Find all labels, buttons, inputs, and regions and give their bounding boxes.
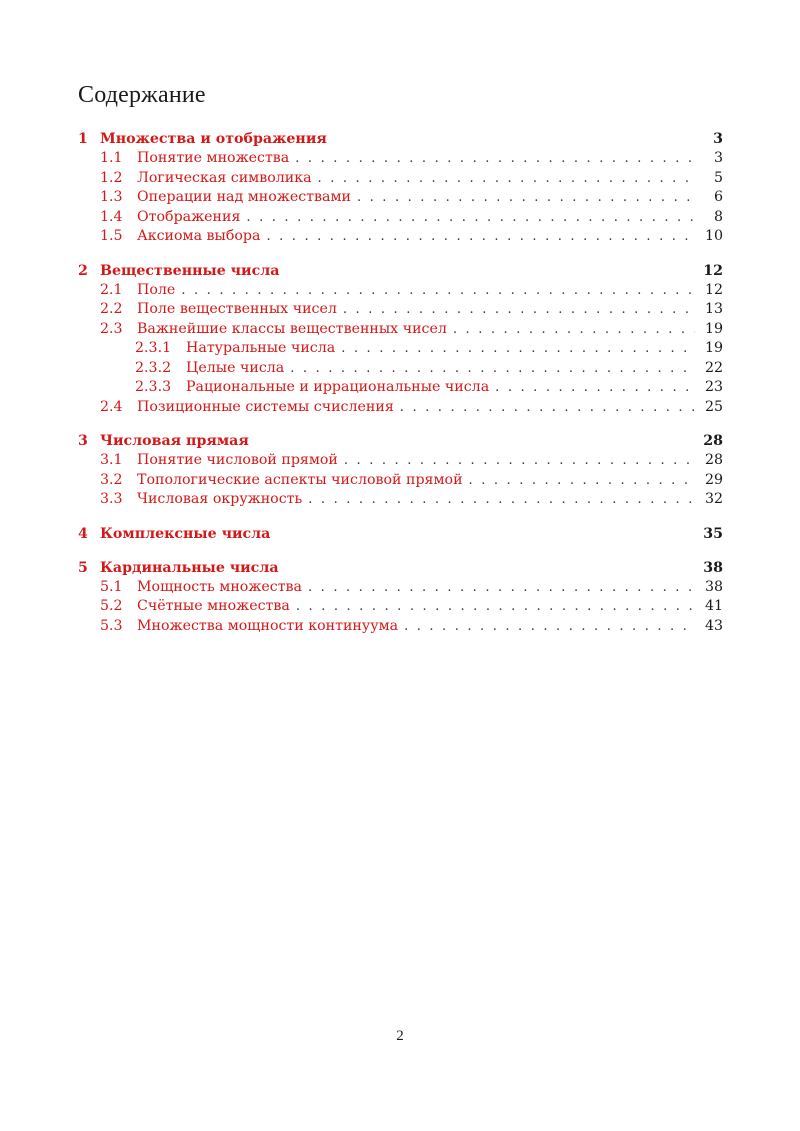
toc-entry-page: 38 [704,578,723,595]
toc-entry-label[interactable]: Целые числа [186,359,285,376]
dot-leader [295,149,695,169]
toc-section [78,129,723,247]
toc-entry-page: 3 [713,131,723,147]
toc-entry-page: 35 [703,525,723,542]
toc-entry-number: 1.1 [100,150,123,166]
toc-entry-page: 28 [703,433,723,449]
toc-entry-label[interactable]: Рациональные и иррациональные числа [186,379,490,395]
toc-entry-page: 3 [713,150,723,166]
toc-subsection-entry[interactable] [78,617,723,637]
toc-subsection-entry[interactable] [78,281,723,301]
page-number: 2 [396,1028,404,1044]
toc-entry-label[interactable]: Вещественные числа [100,262,280,279]
toc-entry-label[interactable]: Числовая прямая [100,433,249,449]
dot-leader [246,208,695,228]
toc-section-entry[interactable] [78,558,723,578]
toc-entry-number: 3.1 [100,452,123,468]
toc-entry-label[interactable]: Топологические аспекты числовой прямой [137,471,463,488]
dot-leader [308,578,695,598]
toc-entry-label[interactable]: Логическая символика [137,169,312,186]
toc-title: Содержание [78,82,206,108]
toc-entry-label[interactable]: Множества мощности континуума [137,617,399,634]
toc-entry-page: 5 [713,169,723,186]
dot-leader [404,617,695,637]
toc-entry-number: 2.4 [100,398,123,415]
dot-leader [357,188,695,208]
toc-entry-page: 38 [703,559,723,576]
toc-subsection-entry[interactable] [78,149,723,169]
dot-leader [453,320,695,340]
toc-entry-label[interactable]: Комплексные числа [100,525,271,542]
toc-entry-label[interactable]: Понятие множества [137,150,290,166]
toc-entry-label[interactable]: Операции над множествами [137,189,351,205]
toc-subsection-entry[interactable] [78,398,723,418]
toc-entry-page: 6 [713,189,723,205]
toc-entry-page: 19 [704,320,723,337]
toc-entry-label[interactable]: Кардинальные числа [100,559,279,576]
toc-entry-page: 23 [704,379,723,395]
toc-subsection-entry[interactable] [78,227,723,247]
toc-section-entry[interactable] [78,431,723,451]
toc-entry-number: 5.1 [100,578,123,595]
toc-entry-number: 3.2 [100,471,123,488]
dot-leader [400,398,695,418]
toc-entry-number: 2.3.1 [135,340,172,356]
toc-entry-label[interactable]: Поле [137,281,176,298]
dot-leader [469,471,695,491]
toc-entry-number: 1.3 [100,189,123,205]
toc-entry-number: 2.3.2 [135,359,172,376]
toc-entry-label[interactable]: Отображения [137,208,241,225]
toc-entry-label[interactable]: Аксиома выбора [137,228,261,244]
toc-entry-number: 5.3 [100,617,123,634]
toc-entry-number: 2.3.3 [135,379,172,395]
toc-entry-page: 12 [704,281,723,298]
toc-subsubsection-entry[interactable] [78,359,723,379]
toc-subsection-entry[interactable] [78,320,723,340]
toc-entry-number: 1.2 [100,169,123,186]
toc-entry-page: 43 [704,617,723,634]
toc-entry-page: 22 [704,359,723,376]
toc-entry-number: 3.3 [100,491,123,507]
toc-subsection-entry[interactable] [78,208,723,228]
toc-entry-page: 8 [713,208,723,225]
dot-leader [181,281,695,301]
toc-entry-number: 3 [78,433,88,449]
toc-section [78,261,723,418]
dot-leader [343,300,695,320]
toc-entry-label[interactable]: Поле вещественных чисел [137,301,337,317]
toc-section [78,524,723,544]
toc-list [78,129,723,636]
toc-subsection-entry[interactable] [78,451,723,471]
toc-entry-number: 1.4 [100,208,123,225]
dot-leader [344,451,695,471]
dot-leader [290,359,695,379]
toc-subsection-entry[interactable] [78,471,723,491]
toc-subsubsection-entry[interactable] [78,339,723,359]
toc-entry-number: 1 [78,131,88,147]
dot-leader [318,169,695,189]
dot-leader [296,597,695,617]
toc-subsection-entry[interactable] [78,578,723,598]
toc-entry-number: 2.1 [100,281,123,298]
toc-subsection-entry[interactable] [78,490,723,510]
toc-entry-page: 28 [704,452,723,468]
toc-entry-number: 1.5 [100,228,123,244]
dot-leader [266,227,695,247]
toc-entry-page: 41 [704,598,723,614]
toc-entry-number: 4 [78,525,88,542]
toc-entry-label[interactable]: Позиционные системы счисления [137,398,394,415]
toc-entry-page: 13 [704,301,723,317]
toc-entry-page: 10 [704,228,723,244]
toc-entry-number: 5 [78,559,88,576]
dot-leader [308,490,695,510]
toc-subsection-entry[interactable] [78,169,723,189]
toc-entry-number: 2.3 [100,320,123,337]
toc-entry-number: 2.2 [100,301,123,317]
toc-entry-label[interactable]: Счётные множества [137,598,290,614]
dot-leader [495,378,695,398]
toc-entry-page: 19 [704,340,723,356]
toc-entry-label[interactable]: Важнейшие классы вещественных чисел [137,320,447,337]
toc-entry-label[interactable]: Множества и отображения [100,131,327,147]
toc-entry-label[interactable]: Натуральные числа [186,340,336,356]
toc-entry-label[interactable]: Числовая окружность [137,491,303,507]
toc-entry-page: 25 [704,398,723,415]
toc-subsection-entry[interactable] [78,597,723,617]
toc-subsection-entry[interactable] [78,300,723,320]
toc-section-entry[interactable] [78,524,723,544]
toc-entry-page: 12 [703,262,723,279]
toc-entry-number: 5.2 [100,598,123,614]
toc-entry-page: 32 [704,491,723,507]
toc-entry-page: 29 [704,471,723,488]
toc-section [78,431,723,510]
toc-entry-number: 2 [78,262,88,279]
toc-page [78,82,723,650]
toc-section-entry[interactable] [78,261,723,281]
toc-entry-label[interactable]: Понятие числовой прямой [137,452,338,468]
toc-subsection-entry[interactable] [78,188,723,208]
toc-entry-label[interactable]: Мощность множества [137,578,303,595]
dot-leader [341,339,695,359]
toc-section-entry[interactable] [78,129,723,149]
toc-section [78,558,723,637]
toc-subsubsection-entry[interactable] [78,378,723,398]
